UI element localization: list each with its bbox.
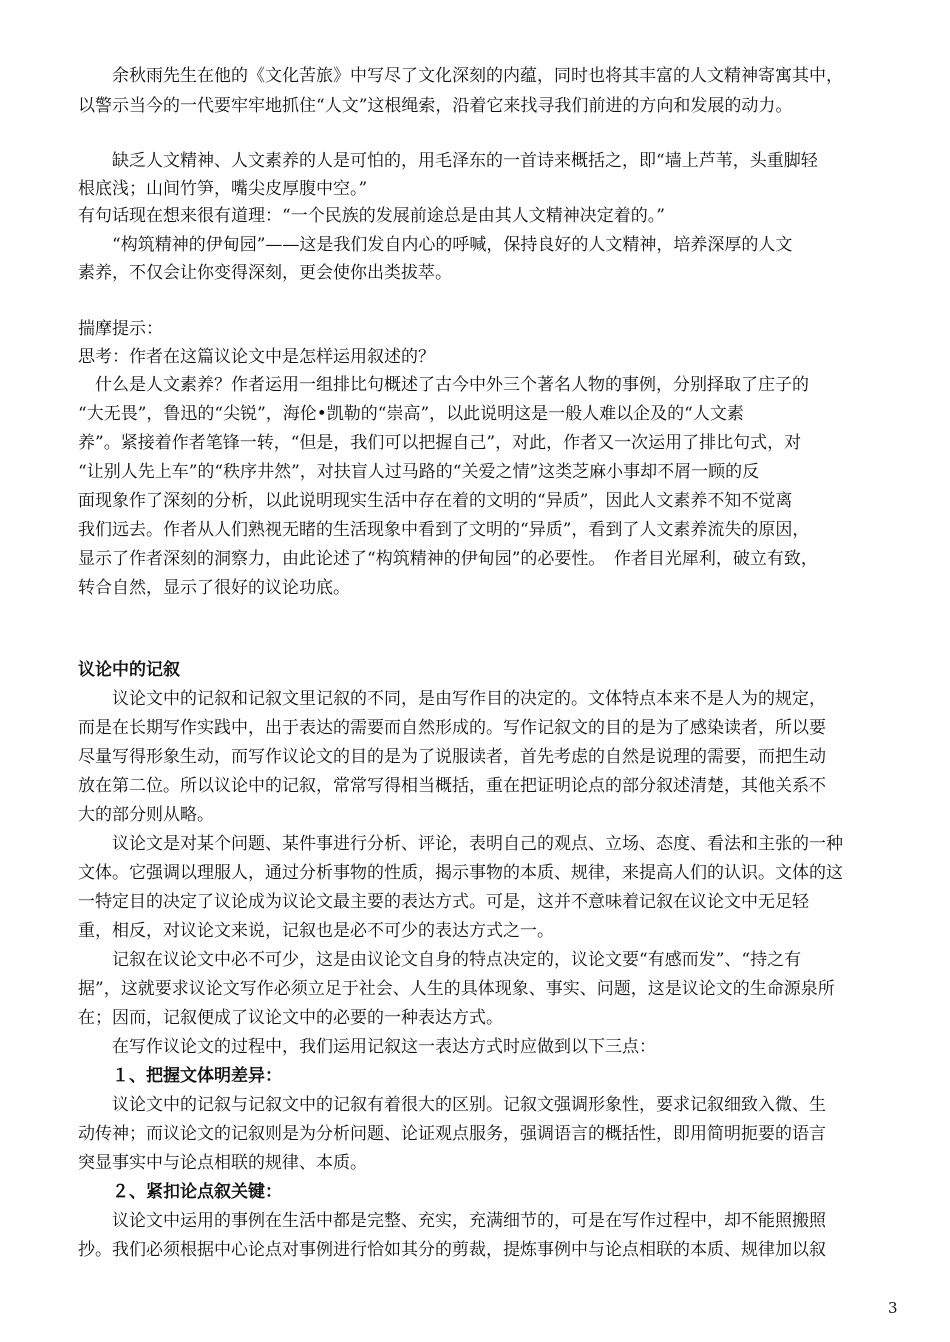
text-line: 议论文是对某个问题、某件事进行分析、评论，表明自己的观点、立场、态度、看法和主张的一种	[78, 834, 843, 854]
text-line: 据”，这就要求议论文写作必须立足于社会、人生的具体现象、事实、问题，这是议论文的生命源泉所	[78, 979, 835, 999]
text-line: 在写作议论文的过程中，我们运用记叙这一表达方式时应做到以下三点：	[78, 1037, 656, 1057]
text-line: 抄。我们必须根据中心论点对事例进行恰如其分的剪裁，提炼事例中与论点相联的本质、规律加以叙	[78, 1240, 826, 1260]
text-line: 突显事实中与论点相联的规律、本质。	[78, 1153, 367, 1173]
text-line: 以警示当今的一代要牢牢地抓住“人文”这根绳索，沿着它来找寻我们前进的方向和发展的动力。	[78, 96, 793, 116]
text-line: 动传神；而议论文的记叙则是为分析问题、论证观点服务，强调语言的概括性，即用简明扼要的语言	[78, 1124, 826, 1144]
text-line: 余秋雨先生在他的《文化苦旅》中写尽了文化深刻的内蕴，同时也将其丰富的人文精神寄寓其中，	[78, 66, 843, 86]
text-line: 尽量写得形象生动，而写作议论文的目的是为了说服读者，首先考虑的自然是说理的需要，而把生动	[78, 747, 826, 767]
page-number: 3	[888, 1299, 898, 1317]
text-line: 文体。它强调以理服人，通过分析事物的性质，揭示事物的本质、规律，来提高人们的认识。文体的这	[78, 863, 843, 883]
text-line: 我们远去。作者从人们熟视无睹的生活现象中看到了文明的“异质”，看到了人文素养流失的原因，	[78, 520, 810, 540]
text-line: 素养，不仅会让你变得深刻，更会使你出类拔萃。	[78, 263, 452, 283]
question-line: 思考：作者在这篇议论文中是怎样运用叙述的？	[78, 347, 435, 367]
text-line: 议论文中的记叙与记叙文中的记叙有着很大的区别。记叙文强调形象性，要求记叙细致入微、生	[78, 1095, 826, 1115]
subheading-1: １、把握文体明差异：	[78, 1066, 282, 1086]
subheading-2: ２、紧扣论点叙关键：	[78, 1182, 282, 1202]
text-line: 根底浅；山间竹笋，嘴尖皮厚腹中空。”	[78, 179, 368, 199]
text-line: 而是在长期写作实践中，出于表达的需要而自然形成的。写作记叙文的目的是为了感染读者，所以要	[78, 718, 826, 738]
text-line: 缺乏人文精神、人文素养的人是可怕的，用毛泽东的一首诗来概括之，即“墙上芦苇，头重脚轻	[78, 151, 818, 171]
text-line: 养”。紧接着作者笔锋一转，“但是，我们可以把握自己”，对此，作者又一次运用了排比句式，对	[78, 433, 802, 453]
section-heading: 议论中的记叙	[78, 660, 180, 680]
text-line: 议论文中运用的事例在生活中都是完整、充实，充满细节的，可是在写作过程中，却不能照搬照	[78, 1211, 826, 1231]
text-line: 议论文中的记叙和记叙文里记叙的不同，是由写作目的决定的。文体特点本来不是人为的规定，	[78, 689, 826, 709]
text-line: “构筑精神的伊甸园”——这是我们发自内心的呼喊，保持良好的人文精神，培养深厚的人文	[78, 235, 793, 255]
text-line: 重，相反，对议论文来说，记叙也是必不可少的表达方式之一。	[78, 921, 554, 941]
text-line: 一特定目的决定了议论成为议论文最主要的表达方式。可是，这并不意味着记叙在议论文中无足轻	[78, 892, 809, 912]
text-line: 显示了作者深刻的洞察力，由此论述了“构筑精神的伊甸园”的必要性。 作者目光犀利，破立有致，	[78, 549, 818, 569]
tip-label: 揣摩提示：	[78, 319, 163, 339]
text-line: 放在第二位。所以议论中的记叙，常常写得相当概括，重在把证明论点的部分叙述清楚，其他关系不	[78, 776, 826, 796]
text-line: 什么是人文素养？作者运用一组排比句概述了古今中外三个著名人物的事例，分别择取了庄子的	[78, 375, 809, 395]
text-line: 转合自然，显示了很好的议论功底。	[78, 578, 350, 598]
text-line: 有句话现在想来很有道理：“一个民族的发展前途总是由其人文精神决定着的。”	[78, 206, 665, 226]
text-line: 在；因而，记叙便成了议论文中的必要的一种表达方式。	[78, 1008, 503, 1028]
text-line: “让别人先上车”的“秩序井然”，对扶盲人过马路的“关爱之情”这类芝麻小事却不屑一顾的反	[78, 462, 760, 482]
text-line: 大的部分则从略。	[78, 805, 214, 825]
text-line: 面现象作了深刻的分析，以此说明现实生活中存在着的文明的“异质”，因此人文素养不知不觉离	[78, 491, 793, 511]
text-line: “大无畏”，鲁迅的“尖锐”，海伦•凯勒的“崇高”，以此说明这是一般人难以企及的“人文素	[78, 404, 744, 424]
text-line: 记叙在议论文中必不可少，这是由议论文自身的特点决定的，议论文要“有感而发”、“持之有	[78, 950, 802, 970]
